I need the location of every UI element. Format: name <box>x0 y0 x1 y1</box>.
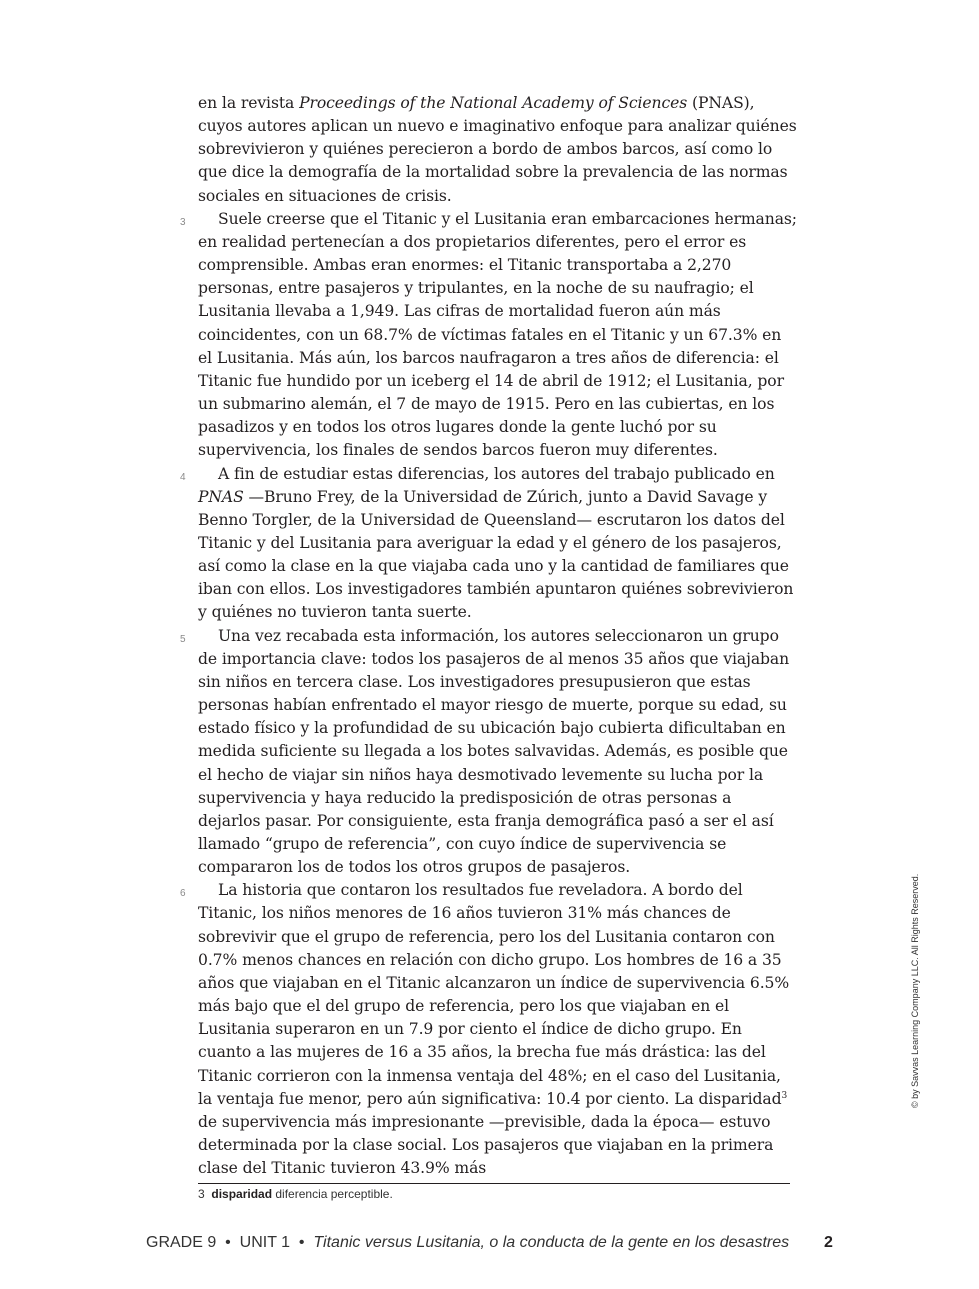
page-footer <box>146 1234 836 1252</box>
footnote <box>198 1187 393 1201</box>
intro-text-start: en la revista <box>198 94 300 112</box>
footer-bullet: • <box>225 1234 231 1251</box>
footnote-number: 3 <box>198 1187 205 1201</box>
paragraph-text-b: de supervivencia más impresionante —previsible, dada la época— estuvo determinada por la clase social. Los pasajeros que viajaban en la primera clase del Titanic tuvieron 43.9% más <box>198 1112 774 1178</box>
paragraph-6 <box>180 879 798 1180</box>
paragraph-text: Una vez recabada esta información, los autores seleccionaron un grupo de importancia clave: todos los pasajeros de al menos 35 años que viajaban sin niños en tercera clase. Los investigadores presupusieron que estas personas habían enfrentado el mayor riesgo de muerte, porque su edad, su estado físico y la profundidad de su ubicación bajo cubierta dificultaban en medida suficiente su llegada a los botes salvavidas. Además, es posible que el hecho de viajar sin niños haya desmotivado levemente su lucha por la supervivencia y haya reducido la predisposición de otras personas a dejarlos pasar. Por consiguiente, esta franja demográfica pasó a ser el así llamado “grupo de referencia”, con cuyo índice de supervivencia se compararon los de todos los otros grupos de pasajeros. <box>198 626 790 877</box>
paragraph-text-a: La historia que contaron los resultados fue reveladora. A bordo del Titanic, los niños menores de 16 años tuvieron 31% más chances de sobrevivir que el grupo de referencia, pero los del Lusitania contaron con 0.7% menos chances en relación con dicho grupo. Los hombres de 16 a 35 años que viajaban en el Titanic alcanzaron un índice de supervivencia 6.5% más bajo que el del grupo de referencia, pero los que viajaban en el Lusitania superaron en un 7.9 por ciento el índice de dicho grupo. En cuanto a las mujeres de 16 a 35 años, la brecha fue más drástica: las del Titanic corrieron con la inmensa ventaja del 48%; en el caso del Lusitania, la ventaja fue menor, pero aún significativa: 10.4 por ciento. La disparidad <box>198 881 790 1108</box>
footnote-divider <box>198 1183 790 1184</box>
paragraph-intro <box>198 92 798 208</box>
paragraph-number: 4 <box>180 471 186 483</box>
paragraph-lead: A fin de estudiar estas diferencias, los autores del trabajo publicado en <box>218 464 775 483</box>
footer-unit: UNIT 1 <box>239 1234 291 1251</box>
paragraph-5 <box>180 625 798 880</box>
footer-title: Titanic versus Lusitania, o la conducta de la gente en los desastres <box>313 1234 790 1251</box>
paragraph-number: 5 <box>180 633 186 645</box>
footnote-term: disparidad <box>211 1187 273 1201</box>
paragraph-3 <box>180 208 798 463</box>
intro-text-end: (PNAS), cuyos autores aplican un nuevo e imaginativo enfoque para analizar quiénes sobrevivieron y quiénes perecieron a bordo de ambos barcos, así como lo que dice la demografía de la mortalidad sobre la prevalencia de las normas sociales en situaciones de crisis. <box>198 94 797 205</box>
footnote-marker: 3 <box>781 1090 788 1101</box>
journal-title: Proceedings of the National Academy of Sciences <box>299 94 688 112</box>
paragraph-text: —Bruno Frey, de la Universidad de Zúrich, junto a David Savage y Benno Torgler, de la Universidad de Queensland— escrutaron los datos del Titanic y del Lusitania para averiguar la edad y el género de los pasajeros, así como la clase en la que viajaba cada uno y la cantidad de familiares que iban con ellos. Los investigadores también apuntaron quiénes sobrevivieron y quiénes no tuvieron tanta suerte. <box>198 487 794 622</box>
paragraph-number: 6 <box>180 888 186 900</box>
footer-grade: GRADE 9 <box>146 1234 217 1251</box>
paragraph-number: 3 <box>180 216 186 228</box>
copyright-notice: © by Savvas Learning Company LLC. All Rights Reserved. <box>910 873 920 1108</box>
footer-bullet: • <box>298 1234 305 1251</box>
body-text <box>180 92 798 1180</box>
page-number: 2 <box>824 1234 833 1251</box>
footnote-definition: diferencia perceptible. <box>272 1187 393 1201</box>
journal-abbrev: PNAS <box>198 487 244 506</box>
paragraph-text: Suele creerse que el Titanic y el Lusitania eran embarcaciones hermanas; en realidad pertenecían a dos propietarios diferentes, pero el error es comprensible. Ambas eran enormes: el Titanic transportaba a 2,270 personas, entre pasajeros y tripulantes, en la noche de su naufragio; el Lusitania llevaba a 1,949. Las cifras de mortalidad fueron aún más coincidentes, con un 68.7% de víctimas fatales en el Titanic y un 67.3% en el Lusitania. Más aún, los barcos naufragaron a tres años de diferencia: el Titanic fue hundido por un iceberg el 14 de abril de 1912; el Lusitania, por un submarino alemán, el 7 de mayo de 1915. Pero en las cubiertas, en los pasadizos y en todos los otros lugares donde la gente luchó por su supervivencia, los finales de sendos barcos fueron muy diferentes. <box>198 209 797 460</box>
paragraph-4 <box>180 463 798 625</box>
